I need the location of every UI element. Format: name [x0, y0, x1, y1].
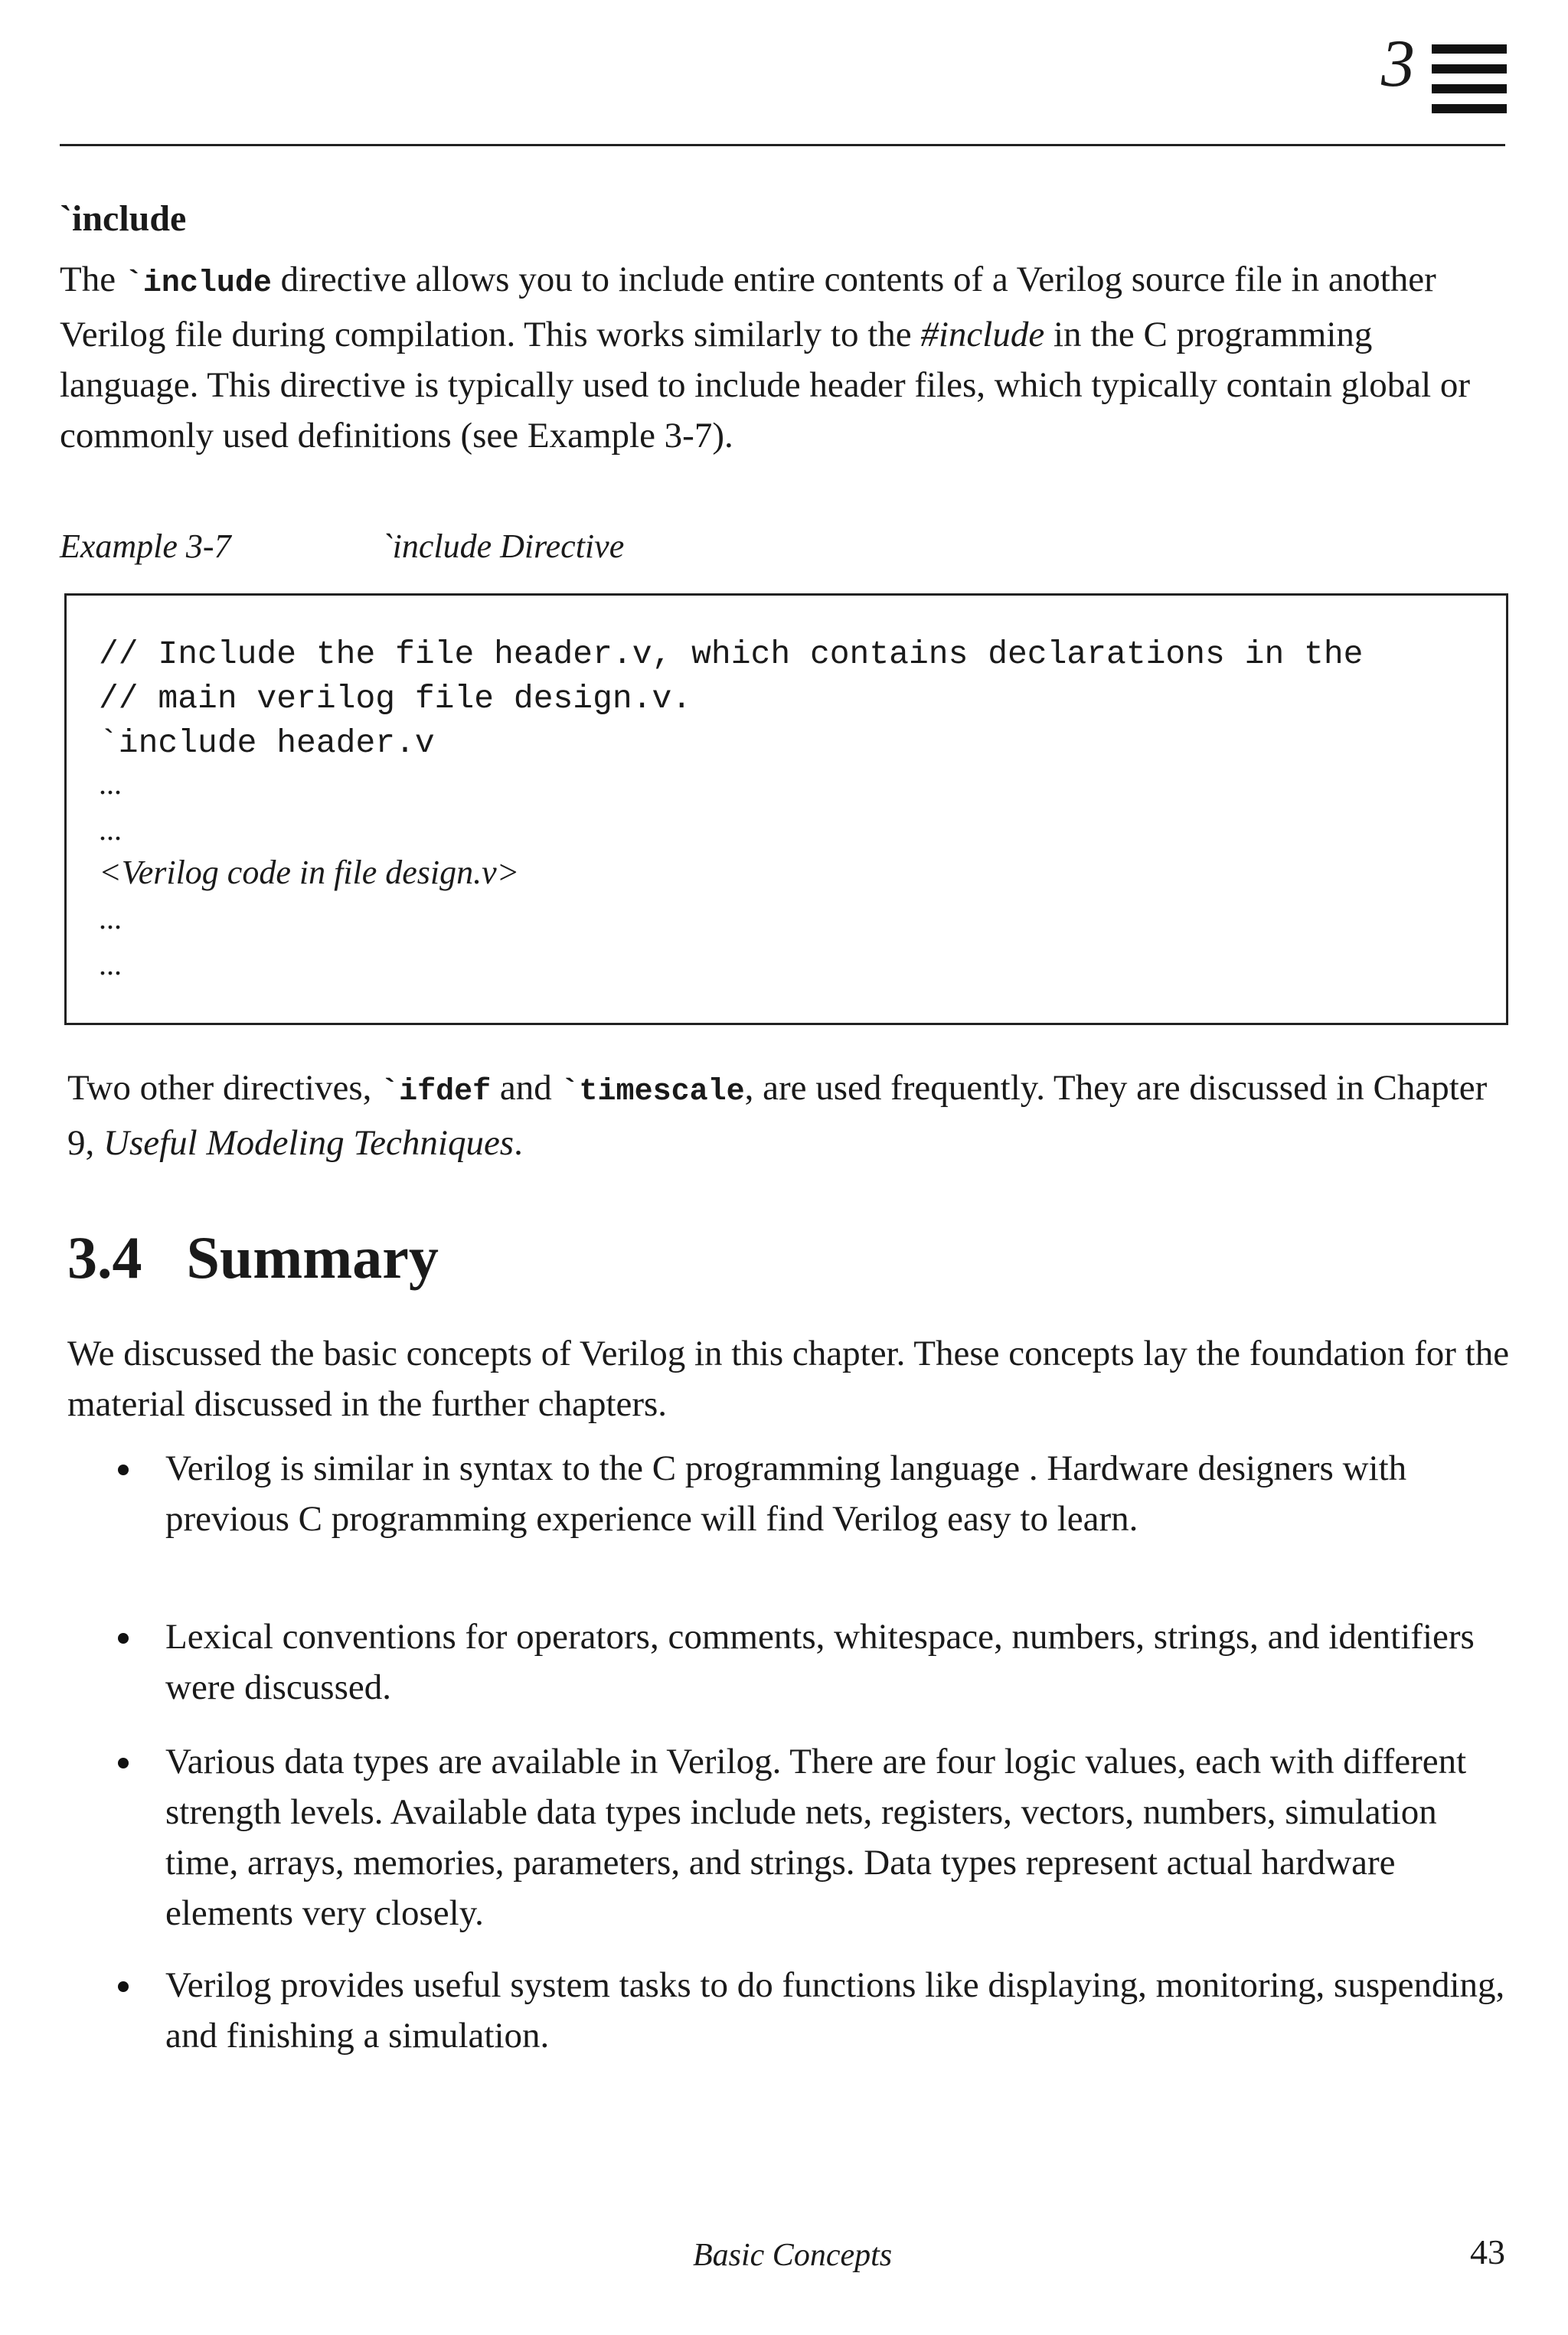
code-line: // main verilog file design.v. [99, 680, 692, 717]
list-item: Lexical conventions for operators, comments, whitespace, numbers, strings, and identifiers were discussed. [122, 1612, 1516, 1713]
example-title: `include Directive [381, 527, 625, 565]
section-title: Summary [186, 1224, 439, 1291]
page-number: 43 [1470, 2232, 1505, 2271]
chapter-number: 3 [1381, 27, 1415, 101]
list-item: Verilog provides useful system tasks to do functions like displaying, monitoring, suspending, and finishing a simulation. [122, 1960, 1516, 2061]
code-line: ... [99, 766, 122, 801]
list-item: Various data types are available in Verilog. There are four logic values, each with different strength levels. Available data types include nets, registers, vectors, numbers, simulation time, arrays, memories, parameters, and strings. Data types represent actual hardware elements very closely. [122, 1736, 1516, 1938]
timescale-keyword: `timescale [560, 1075, 745, 1109]
chapter-tab-bars-icon [1432, 44, 1507, 124]
chapter-reference: Useful Modeling Techniques [103, 1123, 514, 1163]
include-paragraph: The `include directive allows you to include entire contents of a Verilog source file in another Verilog file during compilation. This works similarly to the #include in the C programming language. This directive is typically used to include header files, which typically contain global or commonly used definitions (see Example 3-7). [60, 260, 1471, 456]
code-line: // Include the file header.v, which contains declarations in the [99, 635, 1364, 673]
section-number: 3.4 [67, 1224, 142, 1291]
summary-intro: We discussed the basic concepts of Verilog in this chapter. These concepts lay the foundation for the material discussed in the further chapters. [67, 1334, 1510, 1424]
running-footer-title: Basic Concepts [693, 2238, 893, 2273]
bullet-icon [118, 1633, 129, 1644]
code-line: ... [99, 947, 122, 981]
example-caption [60, 527, 625, 566]
directives-paragraph: Two other directives, `ifdef and `timescale, are used frequently. They are discussed in Chapter 9, Useful Modeling Techniques. [67, 1068, 1488, 1163]
ifdef-keyword: `ifdef [381, 1075, 492, 1109]
include-keyword: `include [124, 266, 272, 301]
example-label: Example 3-7 [60, 527, 231, 565]
bullet-icon [118, 1465, 129, 1475]
bullet-icon [118, 1981, 129, 1992]
header-rule [60, 144, 1505, 146]
c-include-keyword: #include [920, 315, 1045, 354]
include-heading: `include [60, 198, 187, 239]
code-line: ... [99, 901, 122, 936]
list-item: Verilog is similar in syntax to the C programming language . Hardware designers with previous C programming experience will find Verilog easy to learn. [122, 1443, 1516, 1544]
summary-heading [67, 1223, 439, 1292]
bullet-icon [118, 1758, 129, 1768]
code-line: ... [99, 812, 122, 847]
code-line: `include header.v [99, 724, 435, 762]
code-line: <Verilog code in file design.v> [99, 854, 520, 891]
code-example-box [64, 593, 1508, 1025]
